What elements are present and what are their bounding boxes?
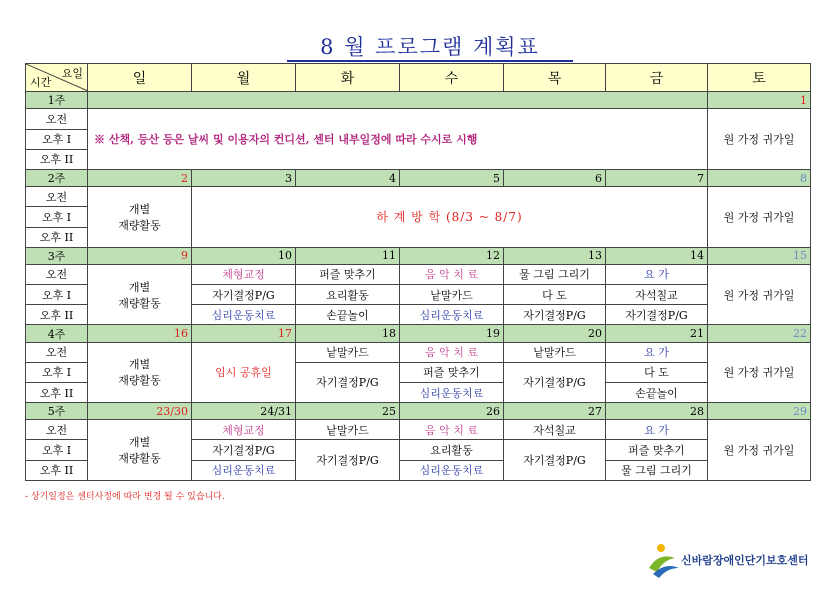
activity-cell: 자석칠교 bbox=[504, 420, 606, 440]
date-wed: 12 bbox=[400, 247, 504, 264]
activity-cell: 심리운동치료 bbox=[400, 382, 504, 402]
week-blank bbox=[88, 92, 708, 109]
slot-label: 오전 bbox=[26, 264, 88, 284]
activity-cell: 심리운동치료 bbox=[192, 305, 296, 325]
date-sun: 16 bbox=[88, 325, 192, 342]
corner-time-label: 시간 bbox=[30, 76, 52, 90]
saturday-cell: 원 가정 귀가일 bbox=[708, 420, 811, 481]
activity-cell: 요 가 bbox=[606, 264, 708, 284]
schedule-table bbox=[25, 63, 811, 481]
date-sun: 23/30 bbox=[88, 403, 192, 420]
activity-cell: 요리활동 bbox=[296, 285, 400, 305]
date-fri: 21 bbox=[606, 325, 708, 342]
date-sat: 22 bbox=[708, 325, 811, 342]
activity-cell: 퍼즐 맞추기 bbox=[606, 440, 708, 460]
week-label: 2주 bbox=[26, 169, 88, 186]
activity-cell: 자석칠교 bbox=[606, 285, 708, 305]
activity-cell: 요 가 bbox=[606, 342, 708, 362]
week-label: 1주 bbox=[26, 92, 88, 109]
activity-cell: 낱말카드 bbox=[504, 342, 606, 362]
date-thu: 27 bbox=[504, 403, 606, 420]
notice-text: ※ 산책, 등산 등은 날씨 및 이용자의 컨디션, 센터 내부일정에 따라 수시로 시행 bbox=[88, 109, 708, 170]
activity-cell: 음 악 치 료 bbox=[400, 420, 504, 440]
activity-cell: 자기결정P/G bbox=[504, 440, 606, 481]
date-sun: 2 bbox=[88, 169, 192, 186]
slot-label: 오후 II bbox=[26, 382, 88, 402]
slot-label: 오전 bbox=[26, 187, 88, 207]
slot-label: 오후 I bbox=[26, 362, 88, 382]
week-row bbox=[26, 325, 811, 342]
date-mon: 10 bbox=[192, 247, 296, 264]
date-tue: 4 bbox=[296, 169, 400, 186]
holiday-cell: 임시 공휴일 bbox=[192, 342, 296, 403]
activity-cell: 다 도 bbox=[606, 362, 708, 382]
date-thu: 20 bbox=[504, 325, 606, 342]
day-header-thu: 목 bbox=[504, 64, 606, 92]
week-label: 4주 bbox=[26, 325, 88, 342]
sunday-activity: 개별 재량활동 bbox=[88, 264, 192, 325]
activity-cell: 자기결정P/G bbox=[192, 285, 296, 305]
sunday-activity: 개별 재량활동 bbox=[88, 187, 192, 248]
activity-cell: 퍼즐 맞추기 bbox=[400, 362, 504, 382]
sunday-activity: 개별 재량활동 bbox=[88, 420, 192, 481]
date-wed: 5 bbox=[400, 169, 504, 186]
slot-label: 오전 bbox=[26, 420, 88, 440]
footnote: - 상기일정은 센터사정에 따라 변경 될 수 있습니다. bbox=[25, 492, 225, 502]
date-sat: 8 bbox=[708, 169, 811, 186]
corner-day-label: 요일 bbox=[61, 67, 83, 80]
activity-cell: 자기결정P/G bbox=[296, 362, 400, 402]
date-sun: 9 bbox=[88, 247, 192, 264]
day-header-tue: 화 bbox=[296, 64, 400, 92]
week-label: 5주 bbox=[26, 403, 88, 420]
week-row bbox=[26, 92, 811, 109]
activity-cell: 요 가 bbox=[606, 420, 708, 440]
activity-cell: 퍼즐 맞추기 bbox=[296, 264, 400, 284]
date-tue: 11 bbox=[296, 247, 400, 264]
saturday-cell: 원 가정 귀가일 bbox=[708, 264, 811, 325]
date-sat: 29 bbox=[708, 403, 811, 420]
saturday-cell: 원 가정 귀가일 bbox=[708, 187, 811, 248]
activity-cell: 심리운동치료 bbox=[400, 460, 504, 480]
date-sat: 15 bbox=[708, 247, 811, 264]
date-thu: 6 bbox=[504, 169, 606, 186]
week-row bbox=[26, 169, 811, 186]
week-row bbox=[26, 247, 811, 264]
date-fri: 28 bbox=[606, 403, 708, 420]
activity-cell: 자기결정P/G bbox=[504, 305, 606, 325]
day-header-sun: 일 bbox=[88, 64, 192, 92]
activity-cell: 심리운동치료 bbox=[192, 460, 296, 480]
date-sat: 1 bbox=[708, 92, 811, 109]
activity-cell: 낱말카드 bbox=[296, 342, 400, 362]
week-label: 3주 bbox=[26, 247, 88, 264]
slot-label: 오후 I bbox=[26, 440, 88, 460]
activity-cell: 음 악 치 료 bbox=[400, 264, 504, 284]
activity-cell: 물 그림 그리기 bbox=[606, 460, 708, 480]
activity-cell: 자기결정P/G bbox=[192, 440, 296, 460]
date-mon: 17 bbox=[192, 325, 296, 342]
date-fri: 14 bbox=[606, 247, 708, 264]
slot-label: 오후 I bbox=[26, 207, 88, 227]
activity-cell: 손끝놀이 bbox=[606, 382, 708, 402]
activity-cell: 음 악 치 료 bbox=[400, 342, 504, 362]
slot-label: 오후 II bbox=[26, 227, 88, 247]
activity-cell: 자기결정P/G bbox=[504, 362, 606, 402]
day-header-mon: 월 bbox=[192, 64, 296, 92]
activity-cell: 다 도 bbox=[504, 285, 606, 305]
vacation-text: 하 계 방 학 (8/3 ~ 8/7) bbox=[192, 187, 708, 248]
date-wed: 26 bbox=[400, 403, 504, 420]
header-row bbox=[26, 64, 811, 92]
saturday-cell: 원 가정 귀가일 bbox=[708, 342, 811, 403]
slot-label: 오후 II bbox=[26, 460, 88, 480]
slot-label: 오후 II bbox=[26, 149, 88, 169]
activity-cell: 낱말카드 bbox=[296, 420, 400, 440]
date-tue: 18 bbox=[296, 325, 400, 342]
day-header-fri: 금 bbox=[606, 64, 708, 92]
date-mon: 3 bbox=[192, 169, 296, 186]
activity-cell: 물 그림 그리기 bbox=[504, 264, 606, 284]
day-header-sat: 토 bbox=[708, 64, 811, 92]
saturday-cell: 원 가정 귀가일 bbox=[708, 109, 811, 170]
date-fri: 7 bbox=[606, 169, 708, 186]
date-tue: 25 bbox=[296, 403, 400, 420]
day-header-wed: 수 bbox=[400, 64, 504, 92]
week-row bbox=[26, 403, 811, 420]
activity-cell: 체형교정 bbox=[192, 264, 296, 284]
header-corner bbox=[26, 64, 88, 92]
page-title: 8 월 프로그램 계획표 bbox=[287, 34, 573, 62]
date-thu: 13 bbox=[504, 247, 606, 264]
logo-icon bbox=[645, 538, 681, 578]
activity-cell: 낱말카드 bbox=[400, 285, 504, 305]
slot-label: 오후 I bbox=[26, 129, 88, 149]
activity-cell: 체형교정 bbox=[192, 420, 296, 440]
activity-cell: 손끝놀이 bbox=[296, 305, 400, 325]
date-wed: 19 bbox=[400, 325, 504, 342]
sunday-activity: 개별 재량활동 bbox=[88, 342, 192, 403]
center-logo bbox=[645, 538, 815, 578]
date-mon: 24/31 bbox=[192, 403, 296, 420]
activity-cell: 자기결정P/G bbox=[296, 440, 400, 481]
activity-cell: 요리활동 bbox=[400, 440, 504, 460]
activity-cell: 심리운동치료 bbox=[400, 305, 504, 325]
slot-label: 오전 bbox=[26, 109, 88, 129]
logo-text: 신바람장애인단기보호센터 bbox=[681, 554, 809, 567]
slot-label: 오후 II bbox=[26, 305, 88, 325]
slot-label: 오후 I bbox=[26, 285, 88, 305]
slot-label: 오전 bbox=[26, 342, 88, 362]
activity-cell: 자기결정P/G bbox=[606, 305, 708, 325]
